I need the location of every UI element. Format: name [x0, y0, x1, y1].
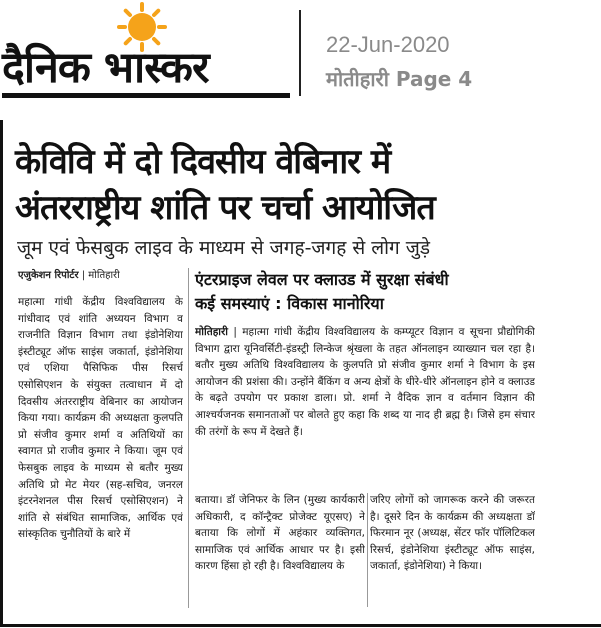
sidebar-headline-line-2: कई समस्याएं : विकास मानोरिया	[195, 294, 384, 313]
column-divider	[367, 493, 368, 607]
sidebar-story-body	[195, 324, 535, 484]
byline-separator: |	[81, 270, 89, 281]
clipping-border-left	[0, 120, 3, 626]
sidebar-headline-line-1: एंटरप्राइज लेवल पर क्लाउड में सुरक्षा संबंधी	[195, 270, 449, 289]
article-column-3: जरिए लोगों को जागरूक करने की जरूरत है। दूसरे दिन के कार्यक्रम की अध्यक्षता डॉ फिरमान नूर (अध्यक्ष, सेंटर फॉर पॉलिटिकल रिसर्च, इंडोनेशिया इंस्टीट्यूट ऑफ साइंस, जकार्ता, इंडोनेशिया) ने किया।	[370, 494, 535, 573]
edition-page: मोतीहारी Page 4	[326, 67, 473, 91]
logo-underline	[2, 93, 290, 98]
sidebar-dateline: मोतिहारी	[195, 326, 229, 338]
subheadline: जूम एवं फेसबुक लाइव के माध्यम से जगह-जगह से लोग जुड़े	[17, 237, 431, 259]
clipping-border-bottom	[0, 624, 601, 627]
headline-line-2: अंतरराष्ट्रीय शांति पर चर्चा आयोजित	[15, 188, 435, 228]
publication-date: 22-Jun-2020	[326, 32, 450, 57]
dateline-separator: |	[233, 326, 243, 338]
byline-reporter: एजुकेशन रिपोर्टर	[18, 270, 79, 281]
article-column-1: महात्मा गांधी केंद्रीय विश्वविद्यालय के गांधीवाद एवं शांति अध्ययन विभाग व राजनीति विज्ञान विभाग तथा इंडोनेशिया इंस्टीट्यूट ऑफ साइंस जकार्ता, इंडोनेशिया एवं एशिया पैसिफिक पीस रिसर्च एसोसिएशन के संयुक्त तत्वाधान में दो दिवसीय अंतरराष्ट्रीय वेबिनार का आयोजन किया गया। कार्यक्रम की अध्यक्षता कुलपति प्रो संजीव कुमार शर्मा व अतिथियों का स्वागत प्रो राजीव कुमार ने किया। जूम एवं फेसबुक लाइव के माध्यम से बतौर मुख्य अतिथि प्रो मेट मेयर (सह-सचिव, जनरल इंटरनेशनल पीस रिसर्च एसोसिएशन) ने शांति से संबंधित सामाजिक, आर्थिक एवं सांस्कृतिक चुनौतियों के बारे में	[18, 296, 183, 541]
sidebar-story-text: महात्मा गांधी केंद्रीय विश्वविद्यालय के कम्प्यूटर विज्ञान व सूचना प्रौद्योगिकी विभाग द्वारा यूनिवर्सिटी-इंडस्ट्री लिन्केज श्रृंखला के तहत ऑनलाइन व्याख्यान चल रहा है। बतौर मुख्य अतिथि विश्वविद्यालय के कुलपति प्रो संजीव कुमार शर्मा ने विभाग के इस आयोजन की प्रशंसा की। उन्होंने बैंकिंग व अन्य क्षेत्रों के धीरे-धीरे ऑनलाइन होने व क्लाउड के बढ़ते उपयोग पर प्रकाश डाला। प्रो. शर्मा ने वैदिक ज्ञान व वर्तमान विज्ञान की आश्चर्यजनक समानताओं पर बोलते हुए कहा कि शब्द या नाद ही ब्रह्म है। जिसे हम संचार की तरंगों के रूप में देखते हैं।	[195, 326, 535, 438]
column-divider	[188, 268, 189, 608]
article-column-2: बताया। डॉ जेनिफर के लिन (मुख्य कार्यकारी अधिकारी, द कॉन्ट्रैक्ट प्रोजेक्ट यूएसए) ने बताया कि लोगों में अहंकार व्यक्तिगत, सामाजिक एवं आर्थिक आधार पर है। इसी कारण हिंसा हो रही है। विश्वविद्यालय के	[195, 494, 365, 573]
headline-line-1: केविवि में दो दिवसीय वेबिनार में	[15, 142, 391, 182]
byline	[18, 267, 120, 281]
masthead-divider	[299, 10, 301, 96]
newspaper-logo: दैनिक भास्कर	[2, 43, 209, 93]
byline-place: मोतिहारी	[88, 270, 120, 281]
